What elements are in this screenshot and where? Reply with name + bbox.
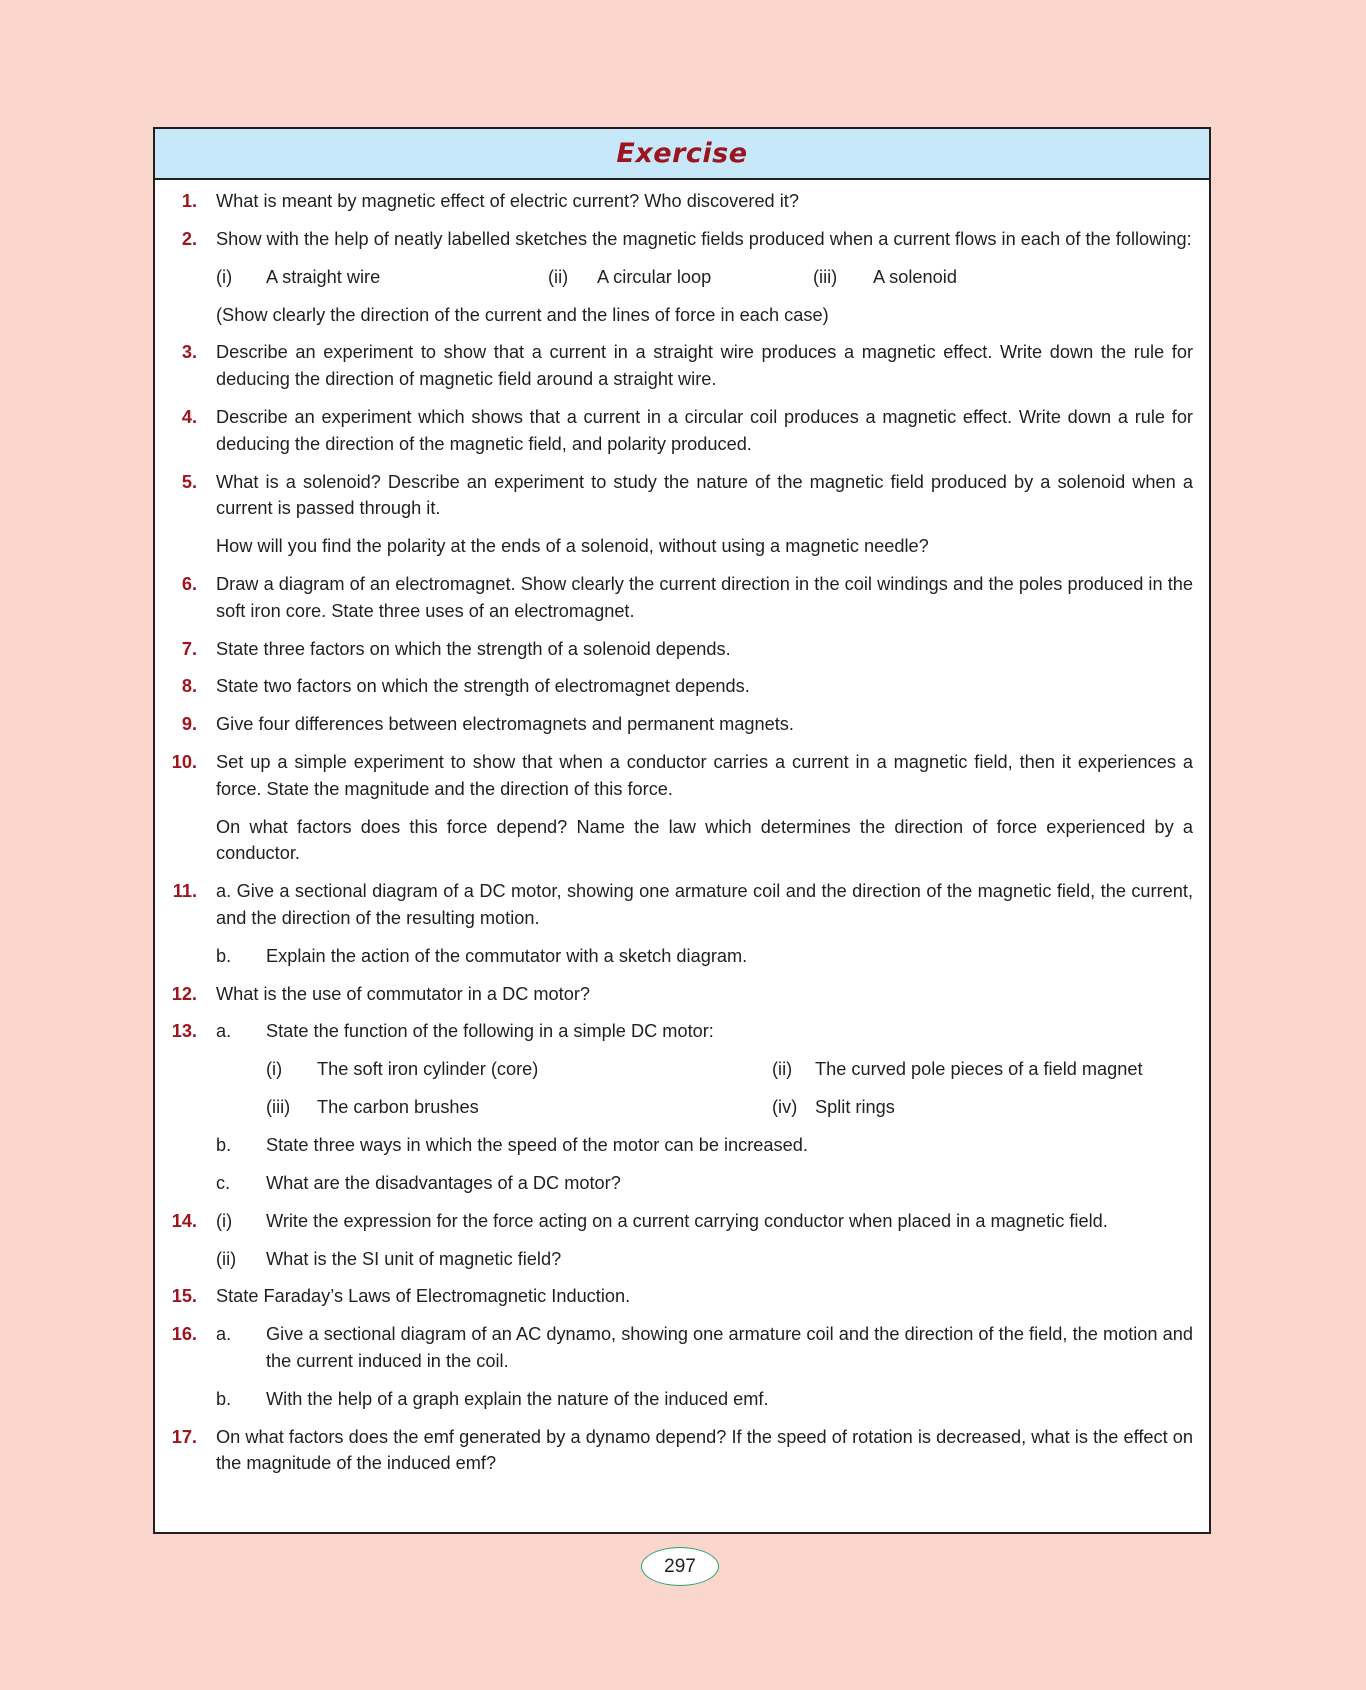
question-number: 3.: [181, 342, 197, 363]
question-item: [155, 188, 1193, 215]
question-item: [155, 226, 1193, 253]
subpart-label: b.: [216, 1388, 232, 1409]
option-text: A solenoid: [873, 266, 957, 287]
option-text: The curved pole pieces of a field magnet: [815, 1059, 1143, 1080]
question-number: 13.: [171, 1021, 197, 1042]
question-number: 2.: [181, 228, 197, 249]
question-subitem: [155, 943, 1193, 970]
question-number: 16.: [171, 1324, 197, 1345]
question-subitem: [155, 1386, 1193, 1413]
subpart-label: a.: [216, 1324, 232, 1345]
option-text: A circular loop: [597, 266, 712, 287]
option-label: (iii): [266, 1097, 291, 1118]
question-text: (Show clearly the direction of the current and the lines of force in each case): [216, 304, 829, 325]
question-number: 15.: [171, 1286, 197, 1307]
question-text: What is meant by magnetic effect of electric current? Who discovered it?: [216, 191, 799, 211]
subpart-text: Give a sectional diagram of an AC dynamo, showing one armature coil and the direction of the field, the motion and the current induced in the coil.: [266, 1324, 1193, 1371]
question-text: What is a solenoid? Describe an experiment to study the nature of the magnetic field produced by a solenoid when a current is passed through it.: [216, 471, 1193, 519]
question-number: 17.: [171, 1426, 197, 1447]
question-list: [155, 180, 1209, 1477]
question-subitem: [155, 1056, 1193, 1083]
question-number: 5.: [181, 471, 197, 492]
subpart-text: With the help of a graph explain the nature of the induced emf.: [266, 1388, 769, 1409]
question-item: [155, 339, 1193, 393]
exercise-header: [155, 129, 1209, 180]
option-label: (i): [266, 1059, 283, 1080]
question-item: [155, 1208, 1193, 1235]
question-item: [155, 469, 1193, 523]
option-text: Split rings: [815, 1097, 895, 1118]
subpart-text: State three ways in which the speed of the motor can be increased.: [266, 1135, 808, 1156]
question-item: [155, 404, 1193, 458]
question-text: Set up a simple experiment to show that when a conductor carries a current in a magnetic field, then it experiences a force. State the magnitude and the direction of this force.: [216, 751, 1193, 799]
question-item: [155, 981, 1193, 1008]
subpart-text: Explain the action of the commutator with a sketch diagram.: [266, 945, 748, 966]
question-text: Describe an experiment which shows that a current in a circular coil produces a magnetic effect. Write down a rule for deducing the direction of the magnetic field, and polarity produced.: [216, 406, 1193, 454]
question-text: a. Give a sectional diagram of a DC motor, showing one armature coil and the direction of the magnetic field, the current, and the direction of the resulting motion.: [216, 881, 1193, 928]
subpart-label: c.: [216, 1172, 231, 1193]
exercise-box: [153, 127, 1211, 1534]
question-number: 9.: [181, 714, 197, 735]
subpart-text: State the function of the following in a simple DC motor:: [266, 1021, 714, 1042]
option-label: (ii): [548, 266, 569, 287]
question-subitem: [155, 814, 1193, 868]
option-label: (i): [216, 266, 233, 287]
subpart-text: What are the disadvantages of a DC motor?: [266, 1172, 621, 1193]
question-text: Show with the help of neatly labelled sketches the magnetic fields produced when a current flows in each of the following:: [216, 228, 1192, 249]
question-text: On what factors does this force depend? Name the law which determines the direction of force experienced by a conductor.: [216, 816, 1193, 864]
question-subitem: [155, 264, 1193, 291]
question-number: 4.: [181, 406, 197, 427]
question-item: [155, 878, 1193, 932]
subpart-label: (i): [216, 1210, 233, 1231]
subpart-text: What is the SI unit of magnetic field?: [266, 1248, 562, 1269]
question-text: Describe an experiment to show that a current in a straight wire produces a magnetic effect. Write down the rule for deducing the direction of magnetic field around a straight wire.: [216, 342, 1193, 390]
question-item: [155, 711, 1193, 738]
question-item: [155, 673, 1193, 700]
subpart-label: a.: [216, 1021, 232, 1042]
subpart-label: (ii): [216, 1248, 237, 1269]
question-item: [155, 1424, 1193, 1478]
question-number: 10.: [171, 751, 197, 772]
question-text: On what factors does the emf generated by a dynamo depend? If the speed of rotation is decreased, what is the effect on the magnitude of the induced emf?: [216, 1426, 1193, 1474]
question-number: 14.: [171, 1210, 197, 1231]
page-number: 297: [641, 1547, 719, 1586]
question-subitem: [155, 302, 1193, 329]
question-text: How will you find the polarity at the ends of a solenoid, without using a magnetic needle?: [216, 536, 929, 557]
question-subitem: [155, 1094, 1193, 1121]
option-text: A straight wire: [266, 266, 381, 287]
option-text: The soft iron cylinder (core): [317, 1059, 539, 1080]
option-label: (ii): [772, 1059, 793, 1080]
question-subitem: [155, 1170, 1193, 1197]
question-text: Draw a diagram of an electromagnet. Show clearly the current direction in the coil windings and the poles produced in the soft iron core. State three uses of an electromagnet.: [216, 573, 1193, 621]
question-number: 7.: [181, 638, 197, 659]
exercise-title: Exercise: [616, 138, 748, 169]
question-text: State three factors on which the strength of a solenoid depends.: [216, 638, 731, 659]
question-number: 6.: [181, 573, 197, 594]
question-text: State Faraday’s Laws of Electromagnetic Induction.: [216, 1286, 631, 1307]
question-item: [155, 1321, 1193, 1375]
option-label: (iv): [772, 1097, 798, 1118]
question-item: [155, 1018, 1193, 1045]
question-item: [155, 1283, 1193, 1310]
subpart-label: b.: [216, 945, 232, 966]
question-item: [155, 749, 1193, 803]
question-subitem: [155, 1246, 1193, 1273]
question-text: What is the use of commutator in a DC motor?: [216, 983, 590, 1004]
question-item: [155, 571, 1193, 625]
question-item: [155, 636, 1193, 663]
question-subitem: [155, 533, 1193, 560]
option-label: (iii): [813, 266, 838, 287]
question-number: 1.: [181, 191, 197, 211]
subpart-text: Write the expression for the force acting on a current carrying conductor when placed in a magnetic field.: [266, 1210, 1108, 1231]
subpart-label: b.: [216, 1135, 232, 1156]
question-text: State two factors on which the strength of electromagnet depends.: [216, 676, 750, 697]
option-text: The carbon brushes: [317, 1097, 479, 1118]
question-number: 8.: [181, 676, 197, 697]
question-number: 11.: [172, 881, 197, 902]
question-number: 12.: [171, 983, 197, 1004]
question-subitem: [155, 1132, 1193, 1159]
question-text: Give four differences between electromagnets and permanent magnets.: [216, 714, 794, 735]
